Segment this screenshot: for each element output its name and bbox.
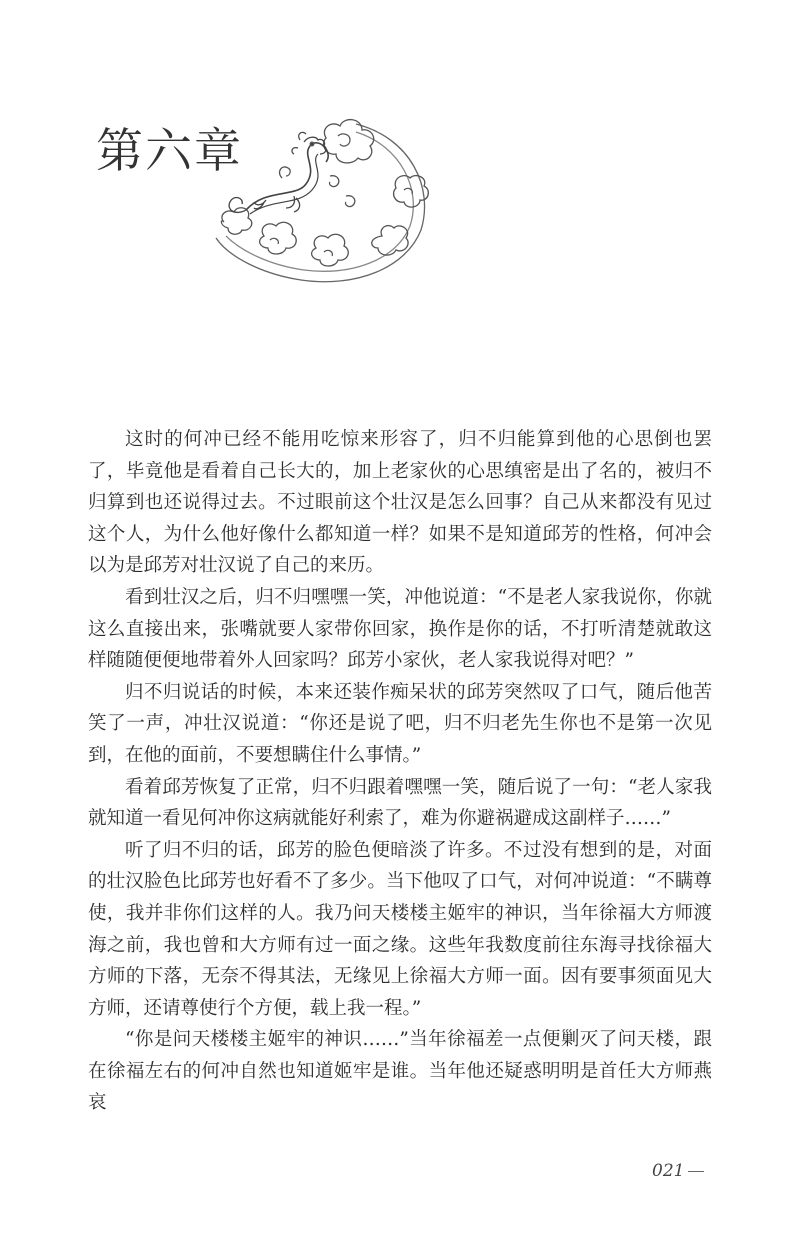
paragraph: 这时的何冲已经不能用吃惊来形容了，归不归能算到他的心思倒也罢了，毕竟他是看着自己长大的，加上老家伙的心思缜密是出了名的，被归不归算到也还说得过去。不过眼前这个壮汉是怎么回事？自己从来都没有见过这个人，为什么他好像什么都知道一样？如果不是知道邱芳的性格，何冲会以为是邱芳对壮汉说了自己的来历。	[88, 429, 712, 577]
paragraph: 看到壮汉之后，归不归嘿嘿一笑，冲他说道：“不是老人家我说你，你就这么直接出来，张嘴就要人家带你回家，换作是你的话，不打听清楚就敢这样随随便便地带着外人回家吗？邱芳小家伙，老人家我说得对吧？”	[88, 586, 712, 672]
paragraph: “你是问天楼楼主姬牢的神识……”当年徐福差一点便剿灭了问天楼，跟在徐福左右的何冲自然也知道姬牢是谁。当年他还疑惑明明是首任大方师燕哀	[88, 1029, 712, 1114]
cloud-dragon-ornament-icon	[206, 118, 436, 288]
paragraph: 看着邱芳恢复了正常，归不归跟着嘿嘿一笑，随后说了一句：“老人家我就知道一看见何冲你这病就能好利索了，难为你避祸避成这副样子……”	[88, 776, 712, 830]
chapter-title: 第六章	[96, 124, 243, 179]
page-number-text: 021	[652, 1161, 685, 1181]
page-number	[652, 1161, 704, 1181]
chapter-body	[88, 424, 712, 1119]
page-number-dash	[688, 1171, 704, 1172]
paragraph: 听了归不归的话，邱芳的脸色便暗淡了许多。不过没有想到的是，对面的壮汉脸色比邱芳也好看不了多少。当下他叹了口气，对何冲说道：“不瞒尊使，我并非你们这样的人。我乃问天楼楼主姬牢的神识，当年徐福大方师渡海之前，我也曾和大方师有过一面之缘。这些年我数度前往东海寻找徐福大方师的下落，无奈不得其法，无缘见上徐福大方师一面。因有要事须面见大方师，还请尊使行个方便，载上我一程。”	[88, 839, 712, 1019]
paragraph: 归不归说话的时候，本来还装作痴呆状的邱芳突然叹了口气，随后他苦笑了一声，冲壮汉说道：“你还是说了吧，归不归老先生你也不是第一次见到，在他的面前，不要想瞒住什么事情。”	[88, 681, 712, 766]
